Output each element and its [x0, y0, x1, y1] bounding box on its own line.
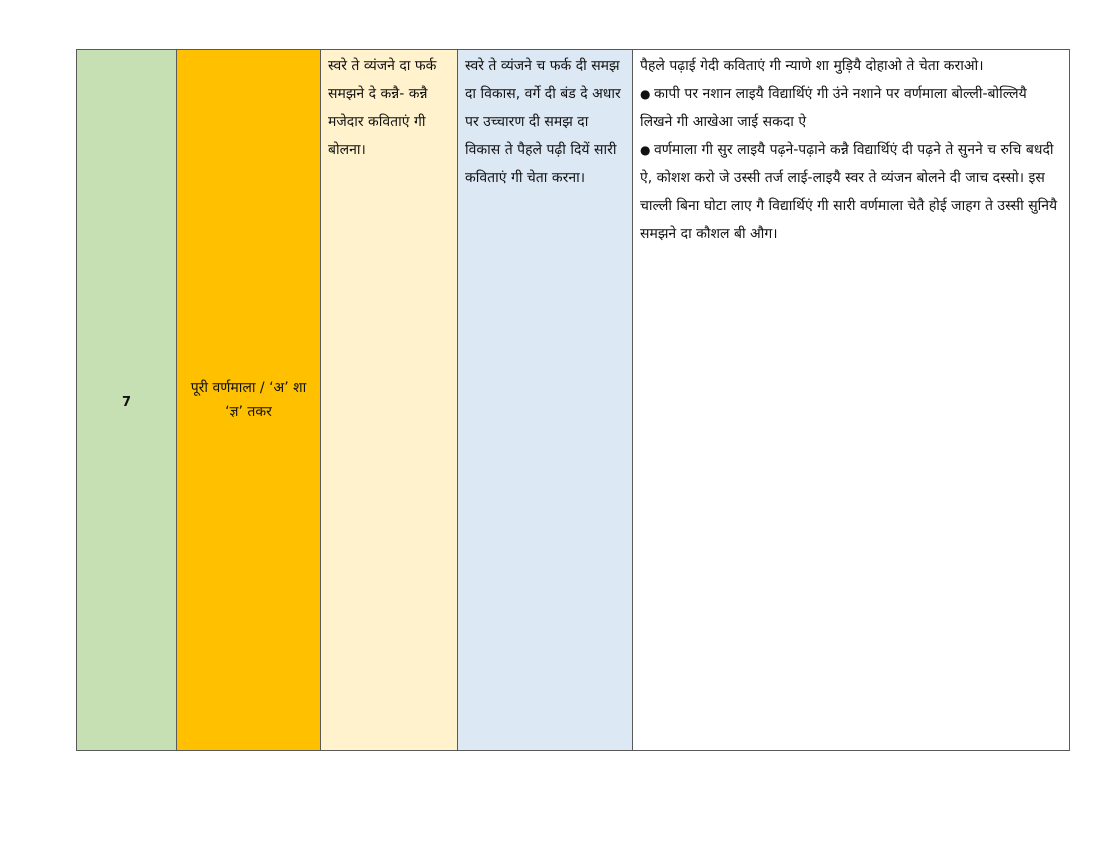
bullet-icon: ●: [640, 87, 651, 101]
objective-cell: [321, 50, 458, 751]
learning-outcome-text: स्वरे ते व्यंजने च फर्क दी समझ दा विकास, वर्गे दी बंड दे अधार पर उच्चारण दी समझ दा विकास ते पैहले पढ़ी दियें सारी कविताएं गी चेता करना।: [465, 58, 621, 186]
objective-text: स्वरे ते व्यंजने दा फर्क समझने दे कन्नै- कन्नै मजेदार कविताएं गी बोलना।: [328, 58, 437, 158]
serial-number: 7: [121, 394, 132, 410]
activity-bullet: [640, 80, 1061, 136]
serial-number-cell: [77, 50, 177, 751]
topic-cell: [177, 50, 321, 751]
lesson-plan-table: [76, 49, 1070, 751]
learning-outcome-cell: [458, 50, 633, 751]
activities-cell: [633, 50, 1070, 751]
activity-bullet: [640, 136, 1061, 248]
topic-text: पूरी वर्णमाला / ‘अ’ शा ‘ज्ञ’ तकर: [190, 380, 307, 420]
table-row: [77, 50, 1070, 751]
bullet-icon: ●: [640, 143, 651, 157]
activity-intro: [633, 50, 1069, 248]
activity-intro-text: पैहले पढ़ाई गेदी कविताएं गी न्याणे शा मुड़ियै दोहाओ ते चेता कराओ।: [640, 58, 984, 74]
activity-bullet-text: कापी पर नशान लाइयै विद्यार्थिएं गी उंने नशाने पर वर्णमाला बोल्ली-बोल्लियै लिखने गी आखेआ जाई सकदा ऐ: [640, 86, 1027, 130]
activity-bullet-text: वर्णमाला गी सुर लाइयै पढ़ने-पढ़ाने कन्नै विद्यार्थिएं दी पढ़ने ते सुनने च रुचि बधदी ऐ, कोशश करो जे उस्सी तर्ज लाई-लाइयै स्वर ते व्यंजन बोलने दी जाच दस्सो। इस चाल्ली बिना घोटा लाए गै विद्यार्थिएं गी सारी वर्णमाला चेतै होई जाहग ते उस्सी सुनियै समझने दा कौशल बी औग।: [640, 142, 1058, 242]
